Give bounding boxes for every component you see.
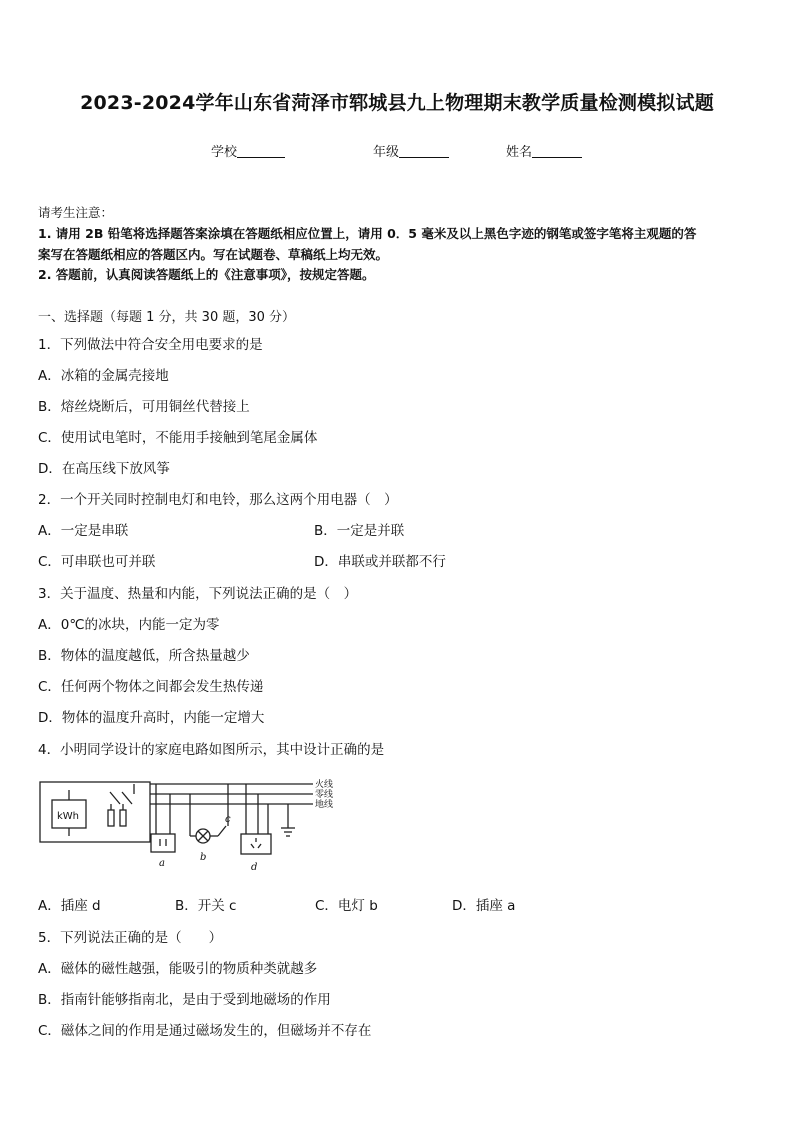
school-blank — [237, 144, 285, 158]
question-2-option-d: D．串联或并联都不行 — [314, 554, 446, 570]
question-5-stem: 5．下列说法正确的是（ ） — [38, 930, 223, 946]
question-1-option-c: C．使用试电笔时，不能用手接触到笔尾金属体 — [38, 430, 318, 446]
household-circuit-diagram — [38, 776, 343, 878]
question-1-stem: 1．下列做法中符合安全用电要求的是 — [38, 337, 263, 353]
question-5-option-b: B．指南针能够指南北，是由于受到地磁场的作用 — [38, 992, 331, 1008]
question-3-option-c: C．任何两个物体之间都会发生热传递 — [38, 679, 264, 695]
question-4-option-c: C．电灯 b — [315, 898, 378, 914]
switch-c — [218, 826, 226, 836]
notice-heading: 请考生注意： — [38, 205, 114, 220]
meter-label: kWh — [57, 811, 80, 822]
socket-d-label: d — [251, 862, 258, 873]
grade-label: 年级 — [373, 145, 400, 160]
school-label: 学校 — [211, 145, 238, 160]
question-2-option-a: A．一定是串联 — [38, 523, 129, 539]
neutral-wire-label: 零线 — [315, 790, 334, 800]
ground-wire-label: 地线 — [315, 800, 334, 810]
page-title: 2023-2024学年山东省菏泽市郓城县九上物理期末教学质量检测模拟试题 — [80, 92, 714, 114]
question-2-stem: 2．一个开关同时控制电灯和电铃，那么这两个用电器（ ） — [38, 492, 398, 508]
switch-c-label: c — [225, 814, 231, 825]
question-2-option-b: B．一定是并联 — [314, 523, 405, 539]
question-4-option-d: D．插座 a — [452, 898, 516, 914]
question-4-option-b: B．开关 c — [175, 898, 237, 914]
question-2-option-c: C．可串联也可并联 — [38, 554, 156, 570]
fuse-2 — [120, 810, 126, 826]
notice-item-2: 2. 答题前，认真阅读答题纸上的《注意事项》，按规定答题。 — [38, 267, 375, 282]
socket-a-label: a — [159, 858, 165, 869]
question-4-stem: 4．小明同学设计的家庭电路如图所示，其中设计正确的是 — [38, 742, 385, 758]
question-3-option-b: B．物体的温度越低，所含热量越少 — [38, 648, 250, 664]
grade-blank — [399, 144, 449, 158]
socket-d — [241, 834, 271, 854]
question-5-option-a: A．磁体的磁性越强，能吸引的物质种类就越多 — [38, 961, 318, 977]
name-blank — [532, 144, 582, 158]
notice-item-1-line-2: 案写在答题纸相应的答题区内。写在试题卷、草稿纸上均无效。 — [38, 247, 389, 262]
lamp-b-label: b — [200, 852, 207, 863]
question-4-option-a: A．插座 d — [38, 898, 101, 914]
question-1-option-d: D．在高压线下放风筝 — [38, 461, 170, 477]
section-heading: 一、选择题（每题 1 分，共 30 题，30 分） — [38, 310, 296, 325]
question-5-option-c: C．磁体之间的作用是通过磁场发生的，但磁场并不存在 — [38, 1023, 372, 1039]
question-3-option-a: A．0℃的冰块，内能一定为零 — [38, 617, 220, 633]
question-3-stem: 3．关于温度、热量和内能，下列说法正确的是（ ） — [38, 586, 358, 602]
school-field — [211, 141, 285, 160]
socket-a — [151, 834, 175, 852]
notice-item-1-line-1: 1. 请用 2B 铅笔将选择题答案涂填在答题纸相应位置上，请用 0．5 毫米及以上黑色字迹的钢笔或签字笔将主观题的答 — [38, 226, 697, 241]
question-1-option-a: A．冰箱的金属壳接地 — [38, 368, 169, 384]
grade-field — [373, 141, 449, 160]
name-label: 姓名 — [506, 145, 533, 160]
name-field — [506, 141, 582, 160]
question-1-option-b: B．熔丝烧断后，可用铜丝代替接上 — [38, 399, 250, 415]
live-wire-label: 火线 — [315, 780, 334, 790]
question-3-option-d: D．物体的温度升高时，内能一定增大 — [38, 710, 265, 726]
fuse-1 — [108, 810, 114, 826]
